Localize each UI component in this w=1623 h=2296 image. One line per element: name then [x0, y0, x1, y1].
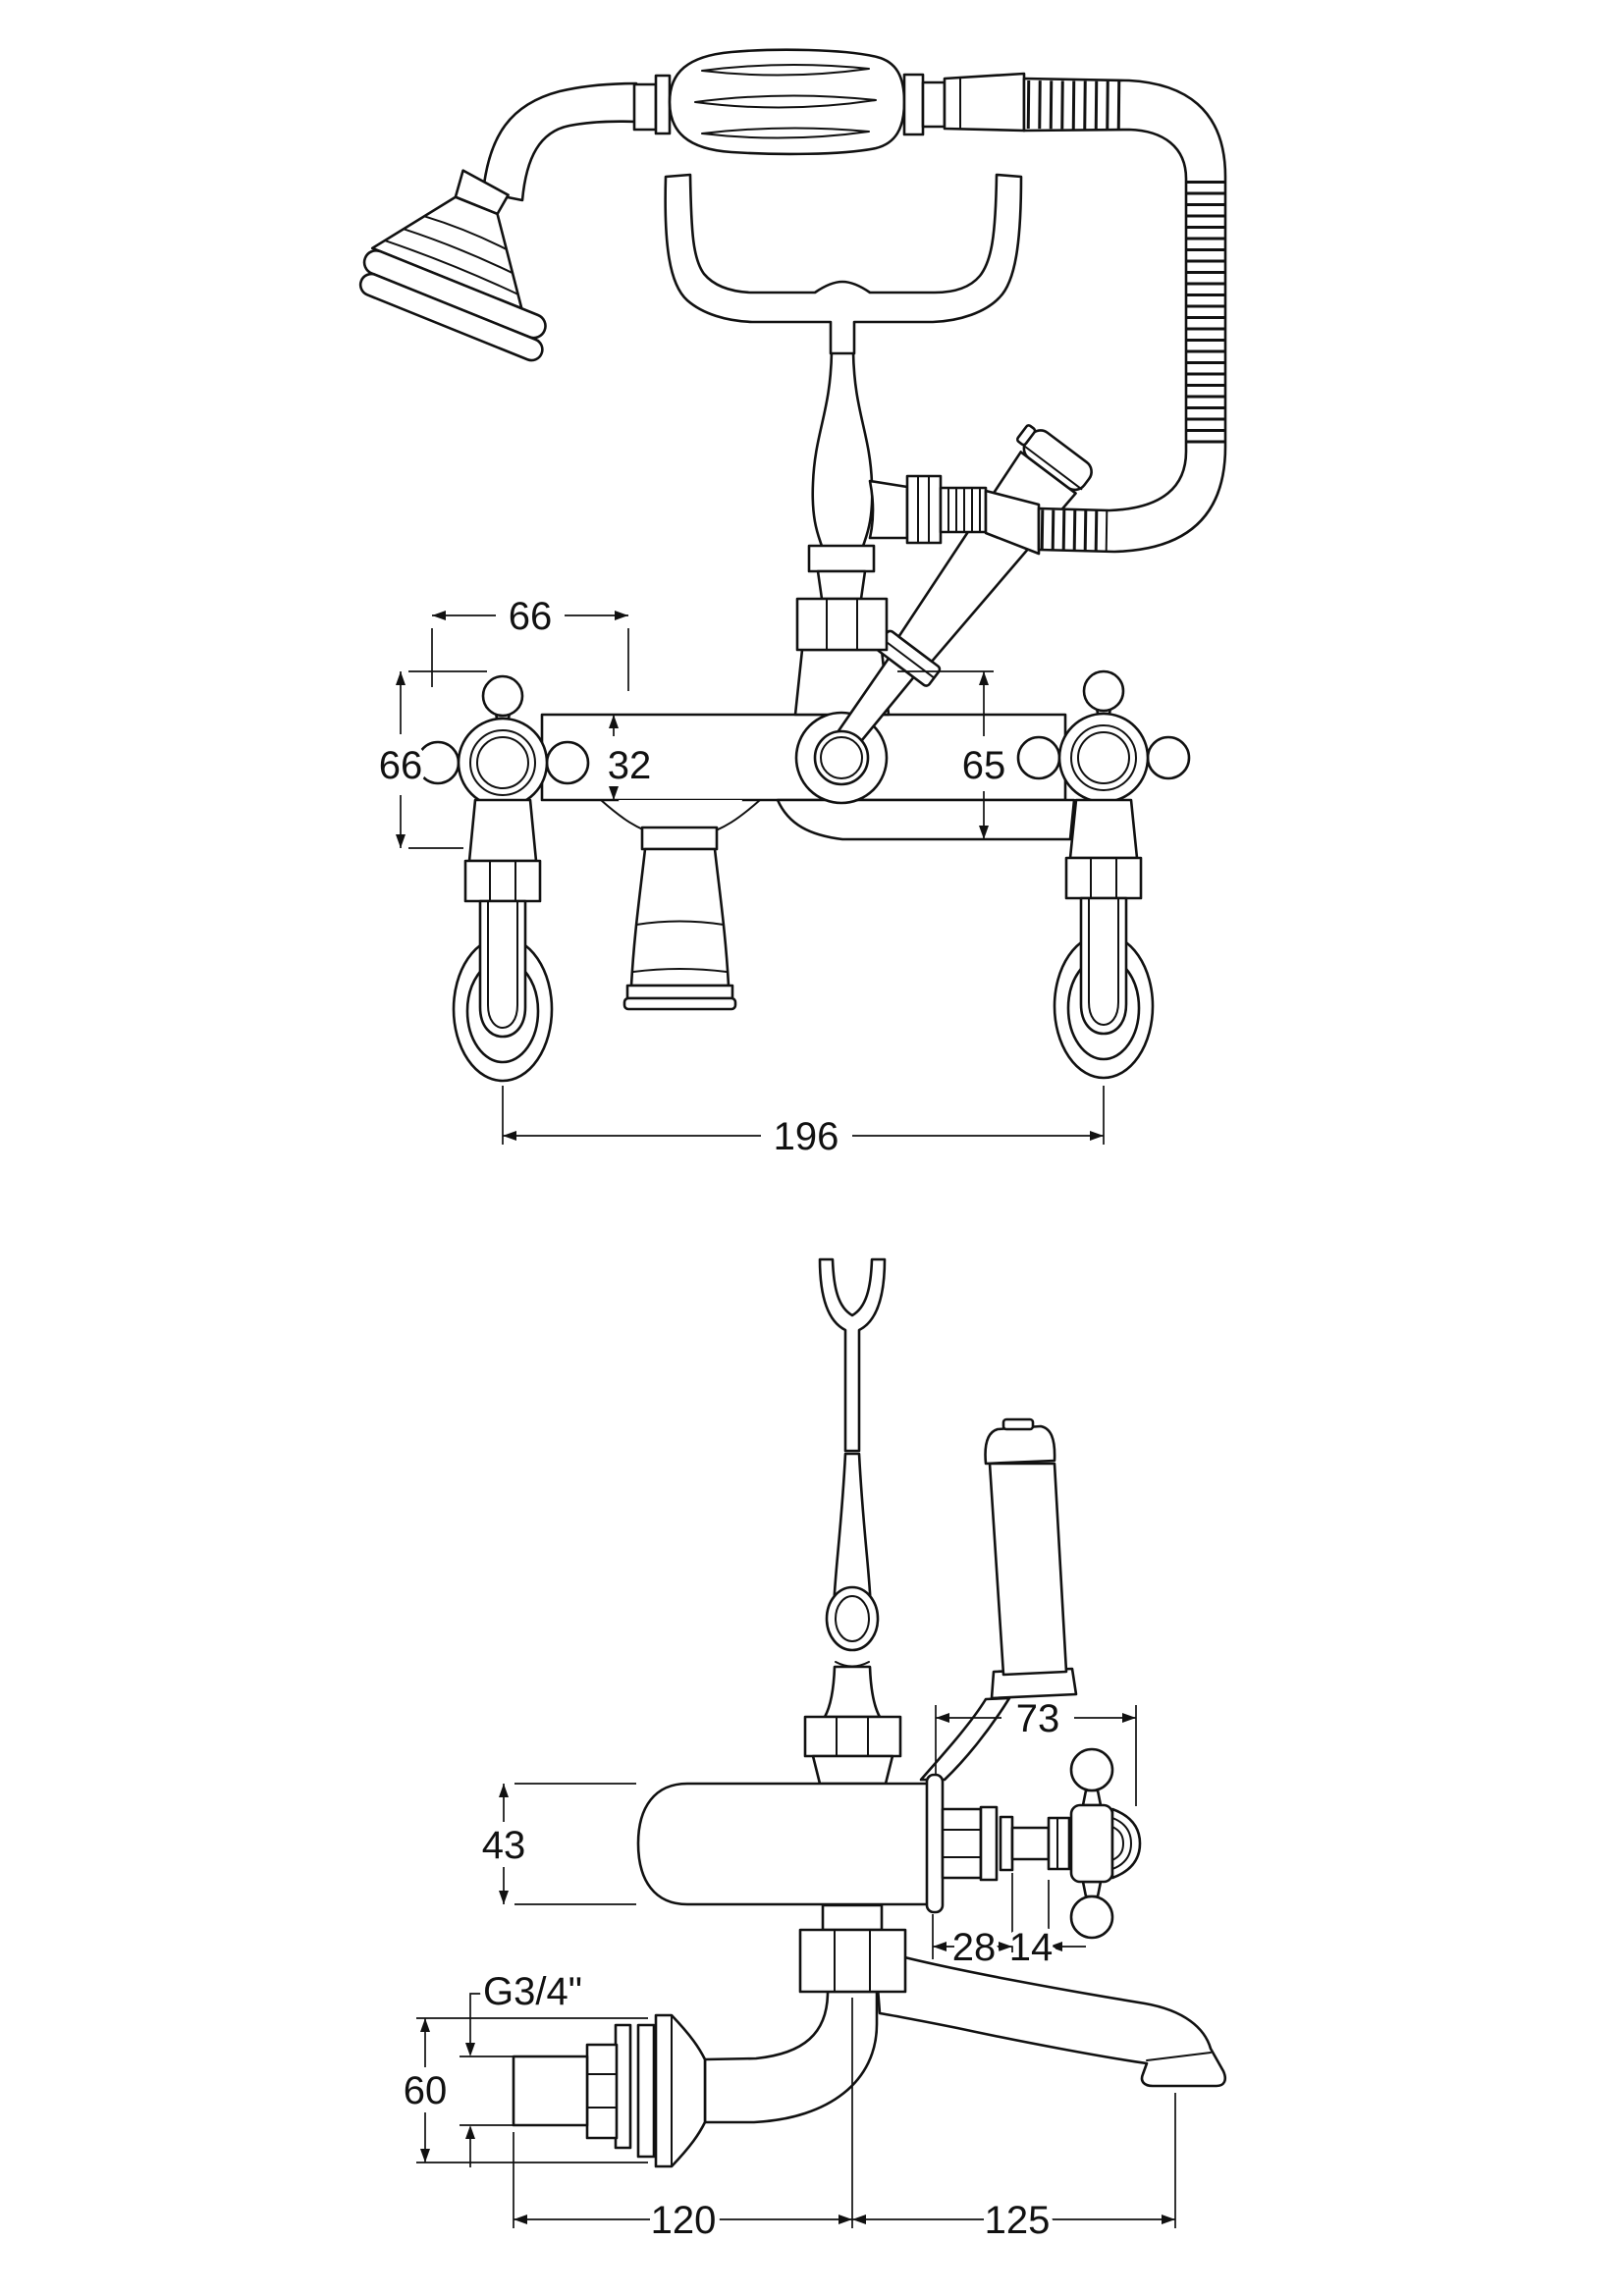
cross-handle-hub	[1071, 1805, 1112, 1882]
lower-union	[800, 1905, 905, 1992]
dim-label: 196	[773, 1115, 839, 1158]
cradle-post	[820, 1259, 885, 1717]
hose-thread-stub	[941, 488, 986, 532]
dim-label: G3/4"	[483, 1970, 582, 2013]
spindle	[1012, 1828, 1049, 1859]
lever-screw-detail	[1003, 1419, 1033, 1429]
cross-knob-east	[547, 742, 588, 783]
dim-label: 120	[650, 2199, 717, 2242]
shower-head	[352, 149, 594, 364]
dim-label: 60	[403, 2069, 448, 2112]
hose-union-nut	[907, 476, 941, 543]
cross-knob-north	[483, 676, 522, 716]
backnut	[587, 2045, 617, 2138]
threaded-tail	[514, 2056, 587, 2125]
dim-label: 28	[951, 1926, 997, 1969]
union-nut	[800, 1930, 905, 1992]
handset-neck-pipe	[483, 83, 636, 200]
drop-pipe	[705, 1992, 877, 2122]
dim-body-height	[482, 1784, 636, 1904]
dim-label: 43	[481, 1824, 526, 1867]
dim-label: 65	[961, 744, 1006, 787]
tub-spout-front	[601, 800, 760, 1009]
front-view	[352, 50, 1225, 1158]
side-view	[404, 1259, 1225, 2242]
valve-flange-disc	[927, 1775, 943, 1912]
cross-knob-north	[1084, 671, 1123, 711]
side-valve-assembly	[943, 1749, 1140, 1938]
wall-fitting	[514, 2015, 705, 2166]
tub-spout-side	[875, 1949, 1225, 2086]
dim-spout-reach	[852, 2093, 1175, 2242]
dim-label: 66	[378, 744, 423, 787]
dim-pipe-centres	[503, 1086, 1104, 1158]
cross-knob-west	[417, 742, 459, 783]
dim-label: 32	[607, 744, 652, 787]
dim-label: 73	[1015, 1697, 1060, 1740]
handset-grip	[634, 50, 1024, 154]
dim-label: 125	[984, 2199, 1051, 2242]
riser-union-nut	[797, 599, 887, 650]
mixer-body-side	[638, 1717, 943, 1912]
wall-flange-bell	[656, 2015, 705, 2166]
bonnet-hex	[943, 1809, 981, 1878]
dim-label: 14	[1008, 1926, 1054, 1969]
dim-handle-offset	[1009, 1926, 1086, 1969]
right-wall-union	[1055, 800, 1153, 1078]
handset-cradle	[666, 175, 1021, 353]
cross-knob-east	[1148, 737, 1189, 778]
dim-handle-width	[432, 595, 628, 691]
dim-label: 66	[508, 595, 553, 638]
left-wall-union	[454, 800, 552, 1081]
union-nut	[805, 1717, 900, 1756]
cross-knob-bottom	[1071, 1896, 1112, 1938]
cross-knob-west	[1018, 737, 1059, 778]
cross-knob-top	[1071, 1749, 1112, 1790]
